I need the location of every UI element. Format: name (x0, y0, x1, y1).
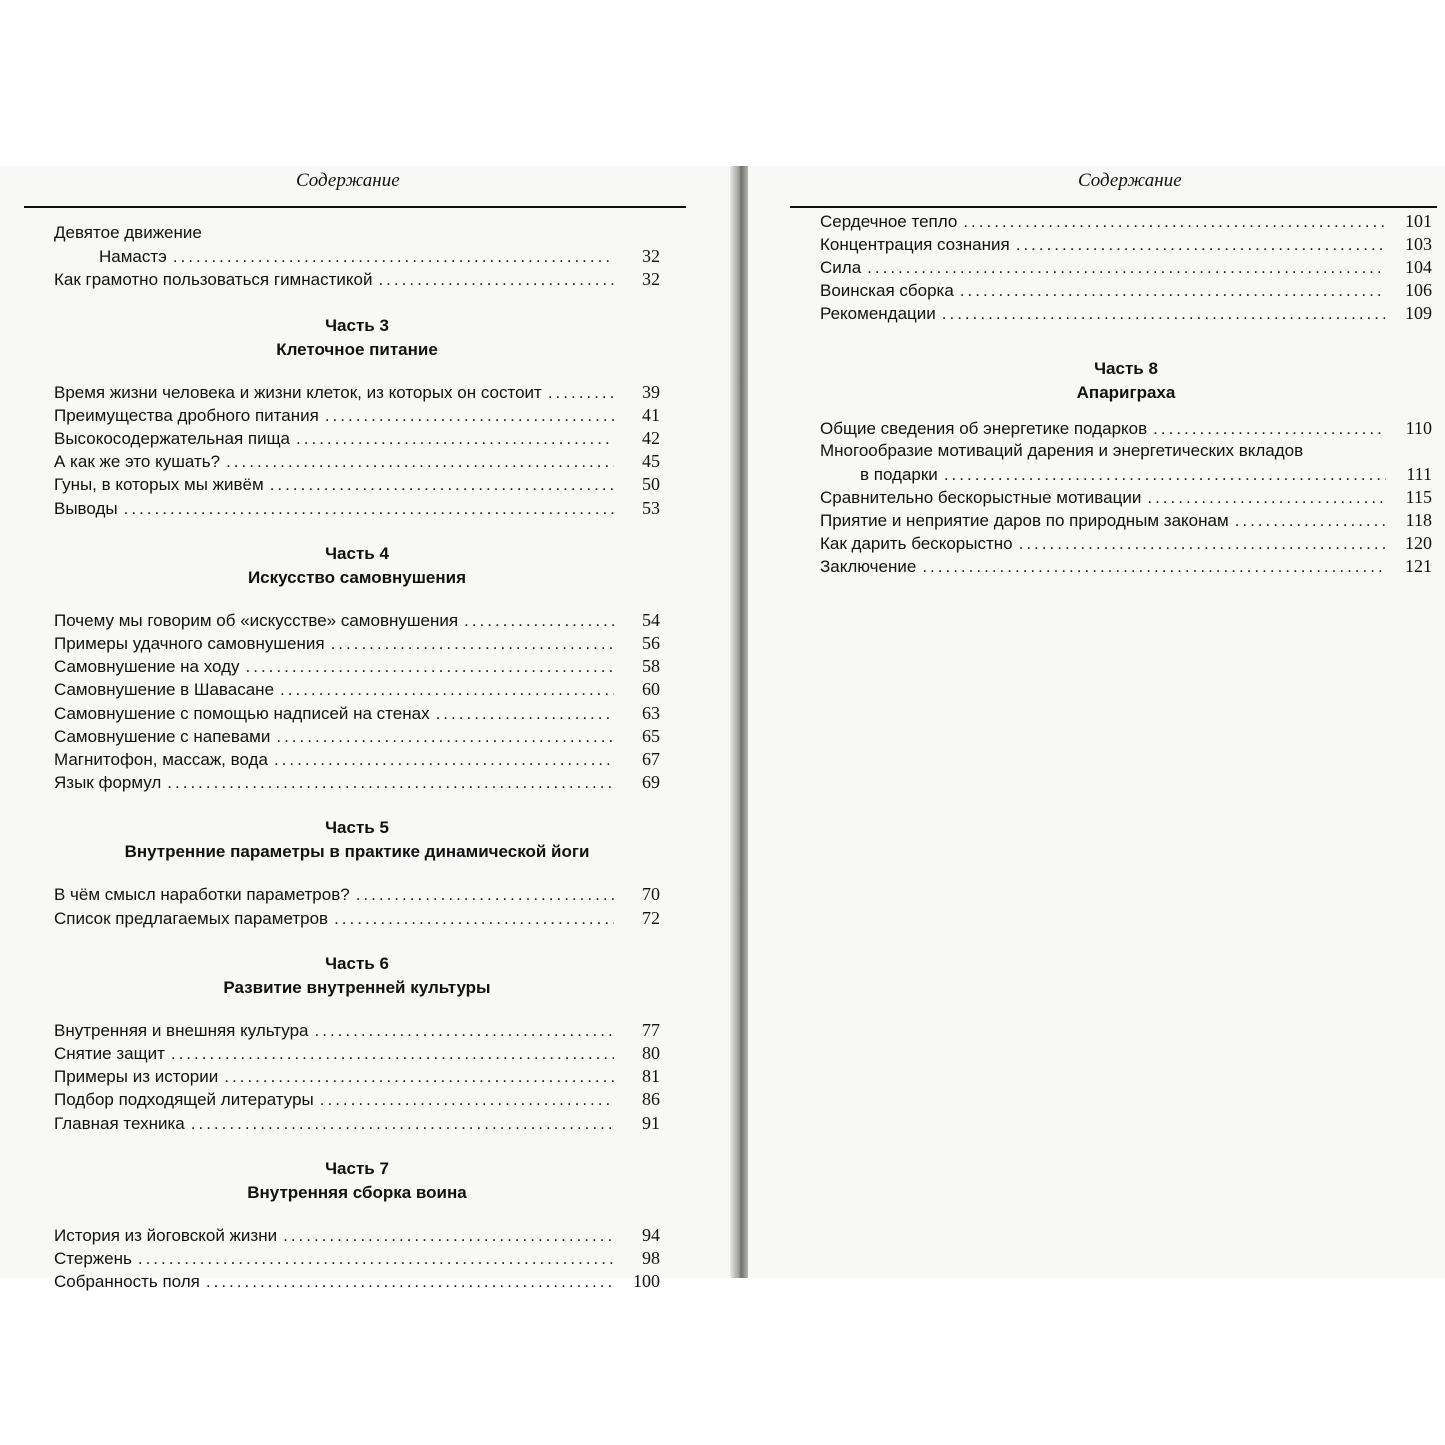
toc-entry[interactable] (54, 473, 660, 496)
part-number: Часть 7 (325, 1158, 389, 1178)
dot-leader (124, 498, 614, 520)
entry-title: А как же это кушать? (54, 452, 221, 472)
page-number: 98 (642, 1248, 660, 1268)
page-number: 77 (642, 1019, 660, 1040)
dot-leader (922, 556, 1386, 578)
entry-title: Высокосодержательная пища (54, 429, 291, 448)
entry-title: Самовнушение в Шавасане (54, 680, 275, 700)
entry-title: Намастэ (99, 247, 167, 267)
toc-entry[interactable] (820, 532, 1432, 555)
toc-entry[interactable] (54, 1112, 660, 1135)
part-title: Апариграха (1076, 383, 1176, 402)
page-number: 121 (1405, 556, 1432, 576)
part-title: Внутренняя сборка воина (247, 1182, 467, 1202)
entry-title: Время жизни человека и жизни клеток, из которых он состоит (54, 382, 542, 402)
toc-entry[interactable] (820, 210, 1432, 233)
entry-title: Внутренняя и внешняя культура (54, 1020, 309, 1040)
dot-leader (206, 1271, 614, 1293)
part-number: Часть 6 (325, 953, 389, 973)
dot-leader (224, 1066, 614, 1088)
toc-entry[interactable] (820, 555, 1432, 578)
page-number: 103 (1405, 234, 1432, 254)
entry-title: Самовнушение с напевами (54, 726, 271, 746)
toc-entry[interactable] (54, 771, 660, 794)
dot-leader (325, 405, 614, 427)
dot-leader (167, 772, 614, 794)
toc-entry[interactable] (54, 404, 660, 427)
dot-leader (944, 464, 1386, 486)
toc-entry[interactable] (54, 907, 660, 930)
entry-title: Воинская сборка (820, 281, 954, 300)
entry-title: Самовнушение с помощью надписей на стенах (54, 703, 430, 723)
dot-leader (1016, 234, 1386, 256)
entry-title: Снятие защит (54, 1044, 165, 1063)
page-number: 45 (642, 451, 660, 472)
page-number: 32 (642, 269, 660, 290)
dot-leader (334, 908, 614, 930)
entry-title: Главная техника (54, 1113, 185, 1133)
running-head-left: Содержание (296, 170, 400, 191)
toc-entry[interactable] (99, 245, 660, 268)
dot-leader (356, 884, 614, 906)
page-number: 106 (1405, 280, 1432, 300)
toc-entry[interactable] (54, 1224, 660, 1247)
entry-title: Гуны, в которых мы живём (54, 475, 264, 495)
page-number: 39 (642, 381, 660, 402)
toc-entry[interactable] (54, 678, 660, 701)
part-title: Внутренние параметры в практике динамической йоги (124, 842, 590, 862)
entry-title: Преимущества дробного питания (54, 405, 319, 425)
page-number: 72 (642, 907, 660, 928)
toc-entry[interactable] (54, 268, 660, 291)
toc-entry[interactable] (54, 725, 660, 748)
dot-leader (296, 428, 614, 450)
dot-leader (171, 1043, 614, 1065)
dot-leader (191, 1113, 614, 1135)
dot-leader (464, 610, 614, 632)
entry-title: Заключение (820, 557, 917, 576)
entry-title: В чём смысл наработки параметров? (54, 885, 350, 905)
page-number: 110 (1405, 418, 1432, 438)
dot-leader (331, 633, 614, 655)
toc-entry[interactable] (54, 609, 660, 632)
page-number: 58 (642, 656, 660, 677)
dot-leader (226, 451, 614, 473)
toc-entry[interactable] (54, 655, 660, 678)
entry-title: Многообразие мотиваций дарения и энергетических вкладов (820, 441, 1304, 460)
dot-leader (1153, 418, 1386, 440)
entry-title: Как грамотно пользоваться гимнастикой (54, 270, 373, 290)
running-head-right: Содержание (1078, 170, 1182, 191)
page-number: 91 (642, 1112, 660, 1133)
page-number: 70 (642, 884, 660, 905)
toc-entry[interactable] (54, 1042, 660, 1065)
part-number: Часть 3 (325, 315, 389, 335)
page-number: 67 (642, 749, 660, 769)
left-page (0, 166, 738, 1292)
dot-leader (280, 679, 614, 701)
page-number: 56 (642, 633, 660, 653)
entry-title: Сердечное тепло (820, 212, 958, 231)
dot-leader (173, 246, 614, 268)
dot-leader (1235, 510, 1386, 532)
dot-leader (1147, 487, 1386, 509)
page-number: 32 (642, 246, 660, 267)
toc-entry[interactable] (820, 486, 1432, 509)
dot-leader (378, 269, 614, 291)
page-number: 69 (642, 772, 660, 793)
toc-entry[interactable] (54, 1019, 660, 1042)
page-number: 63 (642, 702, 660, 723)
dot-leader (320, 1089, 614, 1111)
dot-leader (246, 656, 614, 678)
page-number: 120 (1405, 533, 1432, 553)
part-title: Искусство самовнушения (247, 567, 467, 587)
page-number: 54 (642, 609, 660, 630)
book-spread (0, 166, 1445, 1292)
page-number: 41 (642, 404, 660, 425)
toc-entry[interactable] (54, 427, 660, 450)
page-number: 94 (642, 1224, 660, 1245)
toc-entry[interactable] (820, 440, 1432, 462)
toc-entry[interactable] (54, 222, 660, 244)
page-number: 115 (1405, 487, 1432, 507)
toc-entry[interactable] (54, 1065, 660, 1088)
page-number: 109 (1405, 303, 1432, 323)
entry-title: Рекомендации (820, 304, 936, 323)
toc-entry[interactable] (820, 233, 1432, 256)
entry-title: Почему мы говорим об «искусстве» самовнушения (54, 610, 459, 630)
dot-leader (1019, 533, 1386, 555)
entry-title: Как дарить бескорыстно (820, 534, 1013, 553)
page-number: 65 (642, 725, 660, 746)
page-number: 50 (642, 474, 660, 495)
entry-title: Девятое движение (54, 223, 202, 242)
toc-entry[interactable] (54, 702, 660, 725)
entry-title: Самовнушение на ходу (54, 657, 240, 677)
page-number: 53 (642, 497, 660, 518)
part-number: Часть 5 (325, 818, 389, 838)
toc-entry[interactable] (54, 1247, 660, 1270)
entry-title: Примеры удачного самовнушения (54, 634, 325, 653)
entry-title: Приятие и неприятие даров по природным законам (820, 511, 1229, 530)
entry-title: Сравнительно бескорыстные мотивации (820, 488, 1142, 507)
dot-leader (942, 303, 1386, 325)
dot-leader (436, 703, 614, 725)
entry-title: Сила (820, 258, 862, 277)
page-number: 100 (633, 1271, 660, 1292)
toc-entry[interactable] (820, 279, 1432, 302)
right-page (748, 166, 1445, 1278)
page-number: 101 (1405, 211, 1432, 231)
toc-entry[interactable] (54, 381, 660, 404)
entry-title: История из йоговской жизни (54, 1225, 278, 1245)
dot-leader (548, 382, 614, 404)
toc-entry[interactable] (820, 302, 1432, 325)
dot-leader (315, 1020, 615, 1042)
entry-title: Стержень (54, 1249, 132, 1268)
dot-leader (274, 749, 614, 771)
toc-entry[interactable] (54, 1088, 660, 1111)
toc-entry[interactable] (860, 463, 1432, 486)
page-number: 86 (642, 1089, 660, 1110)
entry-title: Список предлагаемых параметров (54, 908, 329, 928)
page-number: 60 (642, 679, 660, 700)
page-number: 104 (1405, 257, 1432, 277)
page-number: 81 (642, 1066, 660, 1087)
part-number: Часть 4 (325, 543, 389, 563)
toc-entry[interactable] (54, 1270, 660, 1293)
dot-leader (867, 257, 1386, 279)
dot-leader (283, 1225, 614, 1247)
dot-leader (270, 474, 614, 496)
entry-title: Собранность поля (54, 1272, 200, 1292)
page-number: 80 (642, 1043, 660, 1063)
entry-title: Выводы (54, 498, 118, 518)
toc-entry[interactable] (820, 417, 1432, 440)
entry-title: Язык формул (54, 773, 162, 793)
entry-title: Примеры из истории (54, 1067, 219, 1087)
header-rule-left (24, 206, 686, 208)
entry-title: Общие сведения об энергетике подарков (820, 419, 1148, 438)
dot-leader (138, 1248, 614, 1270)
part-title: Клеточное питание (276, 339, 438, 359)
entry-title: в подарки (860, 465, 938, 484)
entry-title: Магнитофон, массаж, вода (54, 750, 268, 769)
toc-entry[interactable] (820, 256, 1432, 279)
entry-title: Подбор подходящей литературы (54, 1090, 314, 1110)
part-title: Развитие внутренней культуры (223, 977, 491, 997)
header-rule-right (790, 206, 1437, 208)
toc-entry[interactable] (54, 497, 660, 520)
toc-entry[interactable] (820, 509, 1432, 532)
dot-leader (960, 280, 1386, 302)
page-number: 111 (1406, 464, 1432, 484)
part-number: Часть 8 (1094, 359, 1158, 378)
entry-title: Концентрация сознания (820, 235, 1010, 254)
dot-leader (276, 726, 614, 748)
toc-entry[interactable] (54, 883, 660, 906)
toc-entry[interactable] (54, 748, 660, 771)
page-number: 118 (1405, 510, 1432, 530)
dot-leader (963, 211, 1386, 233)
page-number: 42 (642, 428, 660, 448)
toc-entry[interactable] (54, 450, 660, 473)
book-gutter (730, 166, 750, 1278)
toc-entry[interactable] (54, 632, 660, 655)
